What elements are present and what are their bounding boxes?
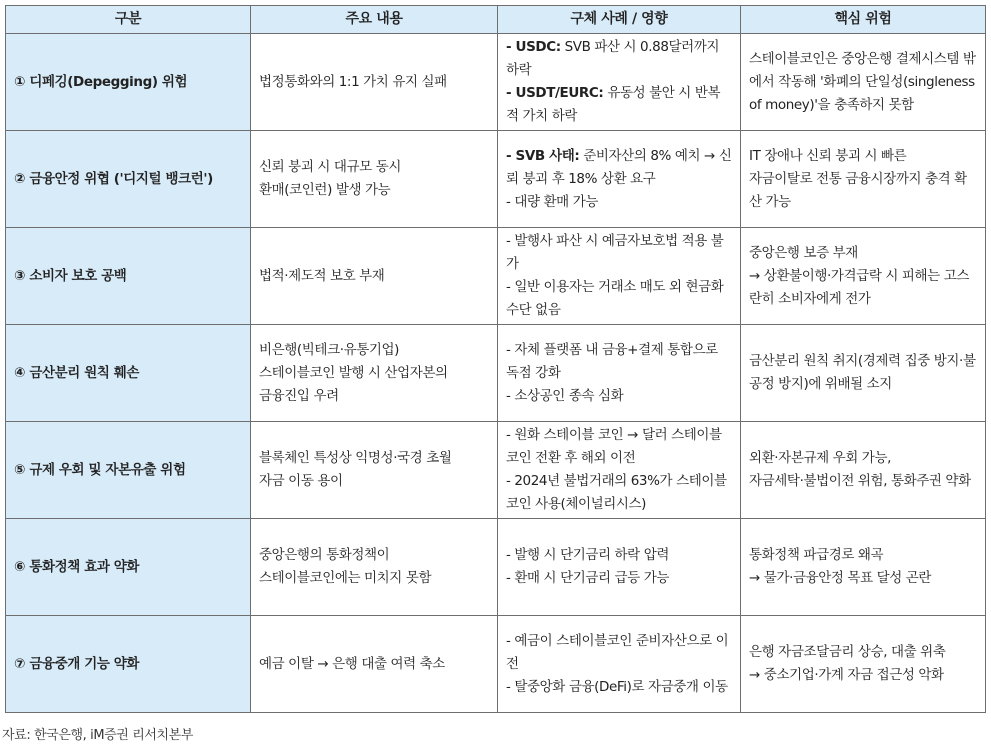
key-risk-cell xyxy=(741,131,986,228)
case-item xyxy=(506,230,732,276)
main-content-text: 비은행(빅테크·유통기업) xyxy=(259,341,400,358)
header-cases: 구체 사례 / 영향 xyxy=(498,6,741,34)
main-content-text: 예금 이탈 → 은행 대출 여력 축소 xyxy=(259,655,445,672)
case-item xyxy=(506,385,732,408)
main-content-cell xyxy=(251,34,498,131)
category-label: ⑤ 규제 우회 및 자본유출 위험 xyxy=(14,461,186,478)
case-item xyxy=(506,676,732,699)
case-item xyxy=(506,630,732,676)
case-item xyxy=(506,145,732,191)
case-text: - 환매 시 단기금리 급등 가능 xyxy=(506,570,669,586)
table-row xyxy=(6,34,986,131)
table-header-row xyxy=(6,6,986,34)
cases-cell xyxy=(498,228,741,325)
case-label: - SVB 사태: xyxy=(506,147,580,164)
table-body xyxy=(6,34,986,713)
main-content-cell xyxy=(251,422,498,519)
case-item xyxy=(506,567,732,590)
main-content-text: 신뢰 붕괴 시 대규모 동시 xyxy=(259,159,401,175)
header-key-risk: 핵심 위험 xyxy=(741,6,986,34)
key-risk-text: 자금이탈로 전통 금융시장까지 충격 확산 가능 xyxy=(749,170,967,210)
main-content-cell xyxy=(251,228,498,325)
category-cell xyxy=(6,422,251,519)
cases-cell xyxy=(498,422,741,519)
main-content-cell xyxy=(251,519,498,616)
key-risk-cell xyxy=(741,34,986,131)
main-content-cell xyxy=(251,131,498,228)
main-content-text: 금융진입 우려 xyxy=(259,387,339,404)
cases-cell xyxy=(498,131,741,228)
category-cell xyxy=(6,34,251,131)
case-text: - 발행 시 단기금리 하락 압력 xyxy=(506,547,669,563)
key-risk-cell xyxy=(741,325,986,422)
case-item xyxy=(506,191,732,214)
case-text: - 자체 플랫폼 내 금융+결제 통합으로 독점 강화 xyxy=(506,341,718,381)
category-cell xyxy=(6,325,251,422)
cases-cell xyxy=(498,34,741,131)
source-note: 자료: 한국은행, iM증권 리서치본부 xyxy=(2,728,193,743)
case-text: - 예금이 스테이블코인 준비자산으로 이전 xyxy=(506,632,729,672)
key-risk-text: 스테이블코인은 중앙은행 결제시스템 밖에서 작동해 '화폐의 단일성(singleness of money)'을 충족하지 못함 xyxy=(749,50,976,113)
case-label: - USDC: xyxy=(506,39,561,55)
case-text: - 원화 스테이블 코인 → 달러 스테이블 코인 전환 후 해외 이전 xyxy=(506,427,722,466)
cases-cell xyxy=(498,519,741,616)
case-text: 유동성 불안 시 반복적 가치 하락 xyxy=(506,85,721,124)
key-risk-text: 자금세탁·불법이전 위험, 통화주권 약화 xyxy=(749,473,971,489)
case-item xyxy=(506,470,732,516)
category-label: ⑦ 금융중개 기능 약화 xyxy=(14,655,140,672)
main-content-cell xyxy=(251,325,498,422)
case-text: - 대량 환매 가능 xyxy=(506,193,598,210)
category-label: ④ 금산분리 원칙 훼손 xyxy=(14,364,140,381)
key-risk-text: 통화정책 파급경로 왜곡 xyxy=(749,547,884,563)
category-cell xyxy=(6,131,251,228)
main-content-text: 환매(코인런) 발생 가능 xyxy=(259,182,391,198)
main-content-text: 블록체인 특성상 익명성·국경 초월 xyxy=(259,450,452,466)
table-row xyxy=(6,519,986,616)
key-risk-text: 외환·자본규제 우회 가능, xyxy=(749,450,891,466)
key-risk-text: → 중소기업·가계 자금 접근성 악화 xyxy=(749,667,944,683)
case-item xyxy=(506,339,732,385)
key-risk-cell xyxy=(741,616,986,713)
key-risk-cell xyxy=(741,422,986,519)
table-row xyxy=(6,422,986,519)
category-cell xyxy=(6,519,251,616)
main-content-text: 법정통화와의 1:1 가치 유지 실패 xyxy=(259,73,447,90)
category-cell xyxy=(6,616,251,713)
case-item xyxy=(506,424,732,470)
case-item xyxy=(506,82,732,128)
category-cell xyxy=(6,228,251,325)
case-text: - 2024년 불법거래의 63%가 스테이블코인 사용(체이널리시스) xyxy=(506,473,727,512)
key-risk-cell xyxy=(741,228,986,325)
case-text: - 탈중앙화 금융(DeFi)로 자금중개 이동 xyxy=(506,678,728,695)
key-risk-text: 은행 자금조달금리 상승, 대출 위축 xyxy=(749,644,946,660)
key-risk-text: IT 장애나 신뢰 붕괴 시 빠른 xyxy=(749,147,907,164)
key-risk-text: → 물가·금융안정 목표 달성 곤란 xyxy=(749,570,932,586)
case-item xyxy=(506,36,732,82)
case-text: SVB 파산 시 0.88달러까지 하락 xyxy=(506,39,720,78)
table-row xyxy=(6,228,986,325)
case-text: - 발행사 파산 시 예금자보호법 적용 불가 xyxy=(506,233,724,272)
header-main-content: 주요 내용 xyxy=(251,6,498,34)
key-risk-cell xyxy=(741,519,986,616)
table-row xyxy=(6,325,986,422)
table-row xyxy=(6,616,986,713)
category-label: ① 디페깅(Depegging) 위험 xyxy=(14,73,188,90)
cases-cell xyxy=(498,325,741,422)
main-content-text: 스테이블코인 발행 시 산업자본의 xyxy=(259,364,448,381)
case-text: - 일반 이용자는 거래소 매도 외 현금화 수단 없음 xyxy=(506,279,724,318)
case-text: 준비자산의 8% 예치 → 신뢰 붕괴 후 18% 상환 요구 xyxy=(506,147,732,187)
category-label: ② 금융안정 위협 ('디지털 뱅크런') xyxy=(14,170,213,187)
main-content-text: 스테이블코인에는 미치지 못함 xyxy=(259,570,432,586)
case-item xyxy=(506,544,732,567)
main-content-cell xyxy=(251,616,498,713)
header-category: 구분 xyxy=(6,6,251,34)
case-item xyxy=(506,276,732,322)
cases-cell xyxy=(498,616,741,713)
key-risk-text: 금산분리 원칙 취지(경제력 집중 방지·불공정 방지)에 위배될 소지 xyxy=(749,353,976,392)
main-content-text: 법적·제도적 보호 부재 xyxy=(259,267,385,284)
main-content-text: 중앙은행의 통화정책이 xyxy=(259,547,390,563)
case-label: - USDT/EURC: xyxy=(506,85,604,101)
key-risk-text: → 상환불이행·가격급락 시 피해는 고스란히 소비자에게 전가 xyxy=(749,267,969,307)
table-row xyxy=(6,131,986,228)
case-text: - 소상공인 종속 심화 xyxy=(506,387,624,404)
main-content-text: 자금 이동 용이 xyxy=(259,473,343,489)
category-label: ③ 소비자 보호 공백 xyxy=(14,267,127,284)
key-risk-text: 중앙은행 보증 부재 xyxy=(749,244,858,261)
category-label: ⑥ 통화정책 효과 약화 xyxy=(14,558,140,575)
stablecoin-risk-table xyxy=(5,5,986,713)
